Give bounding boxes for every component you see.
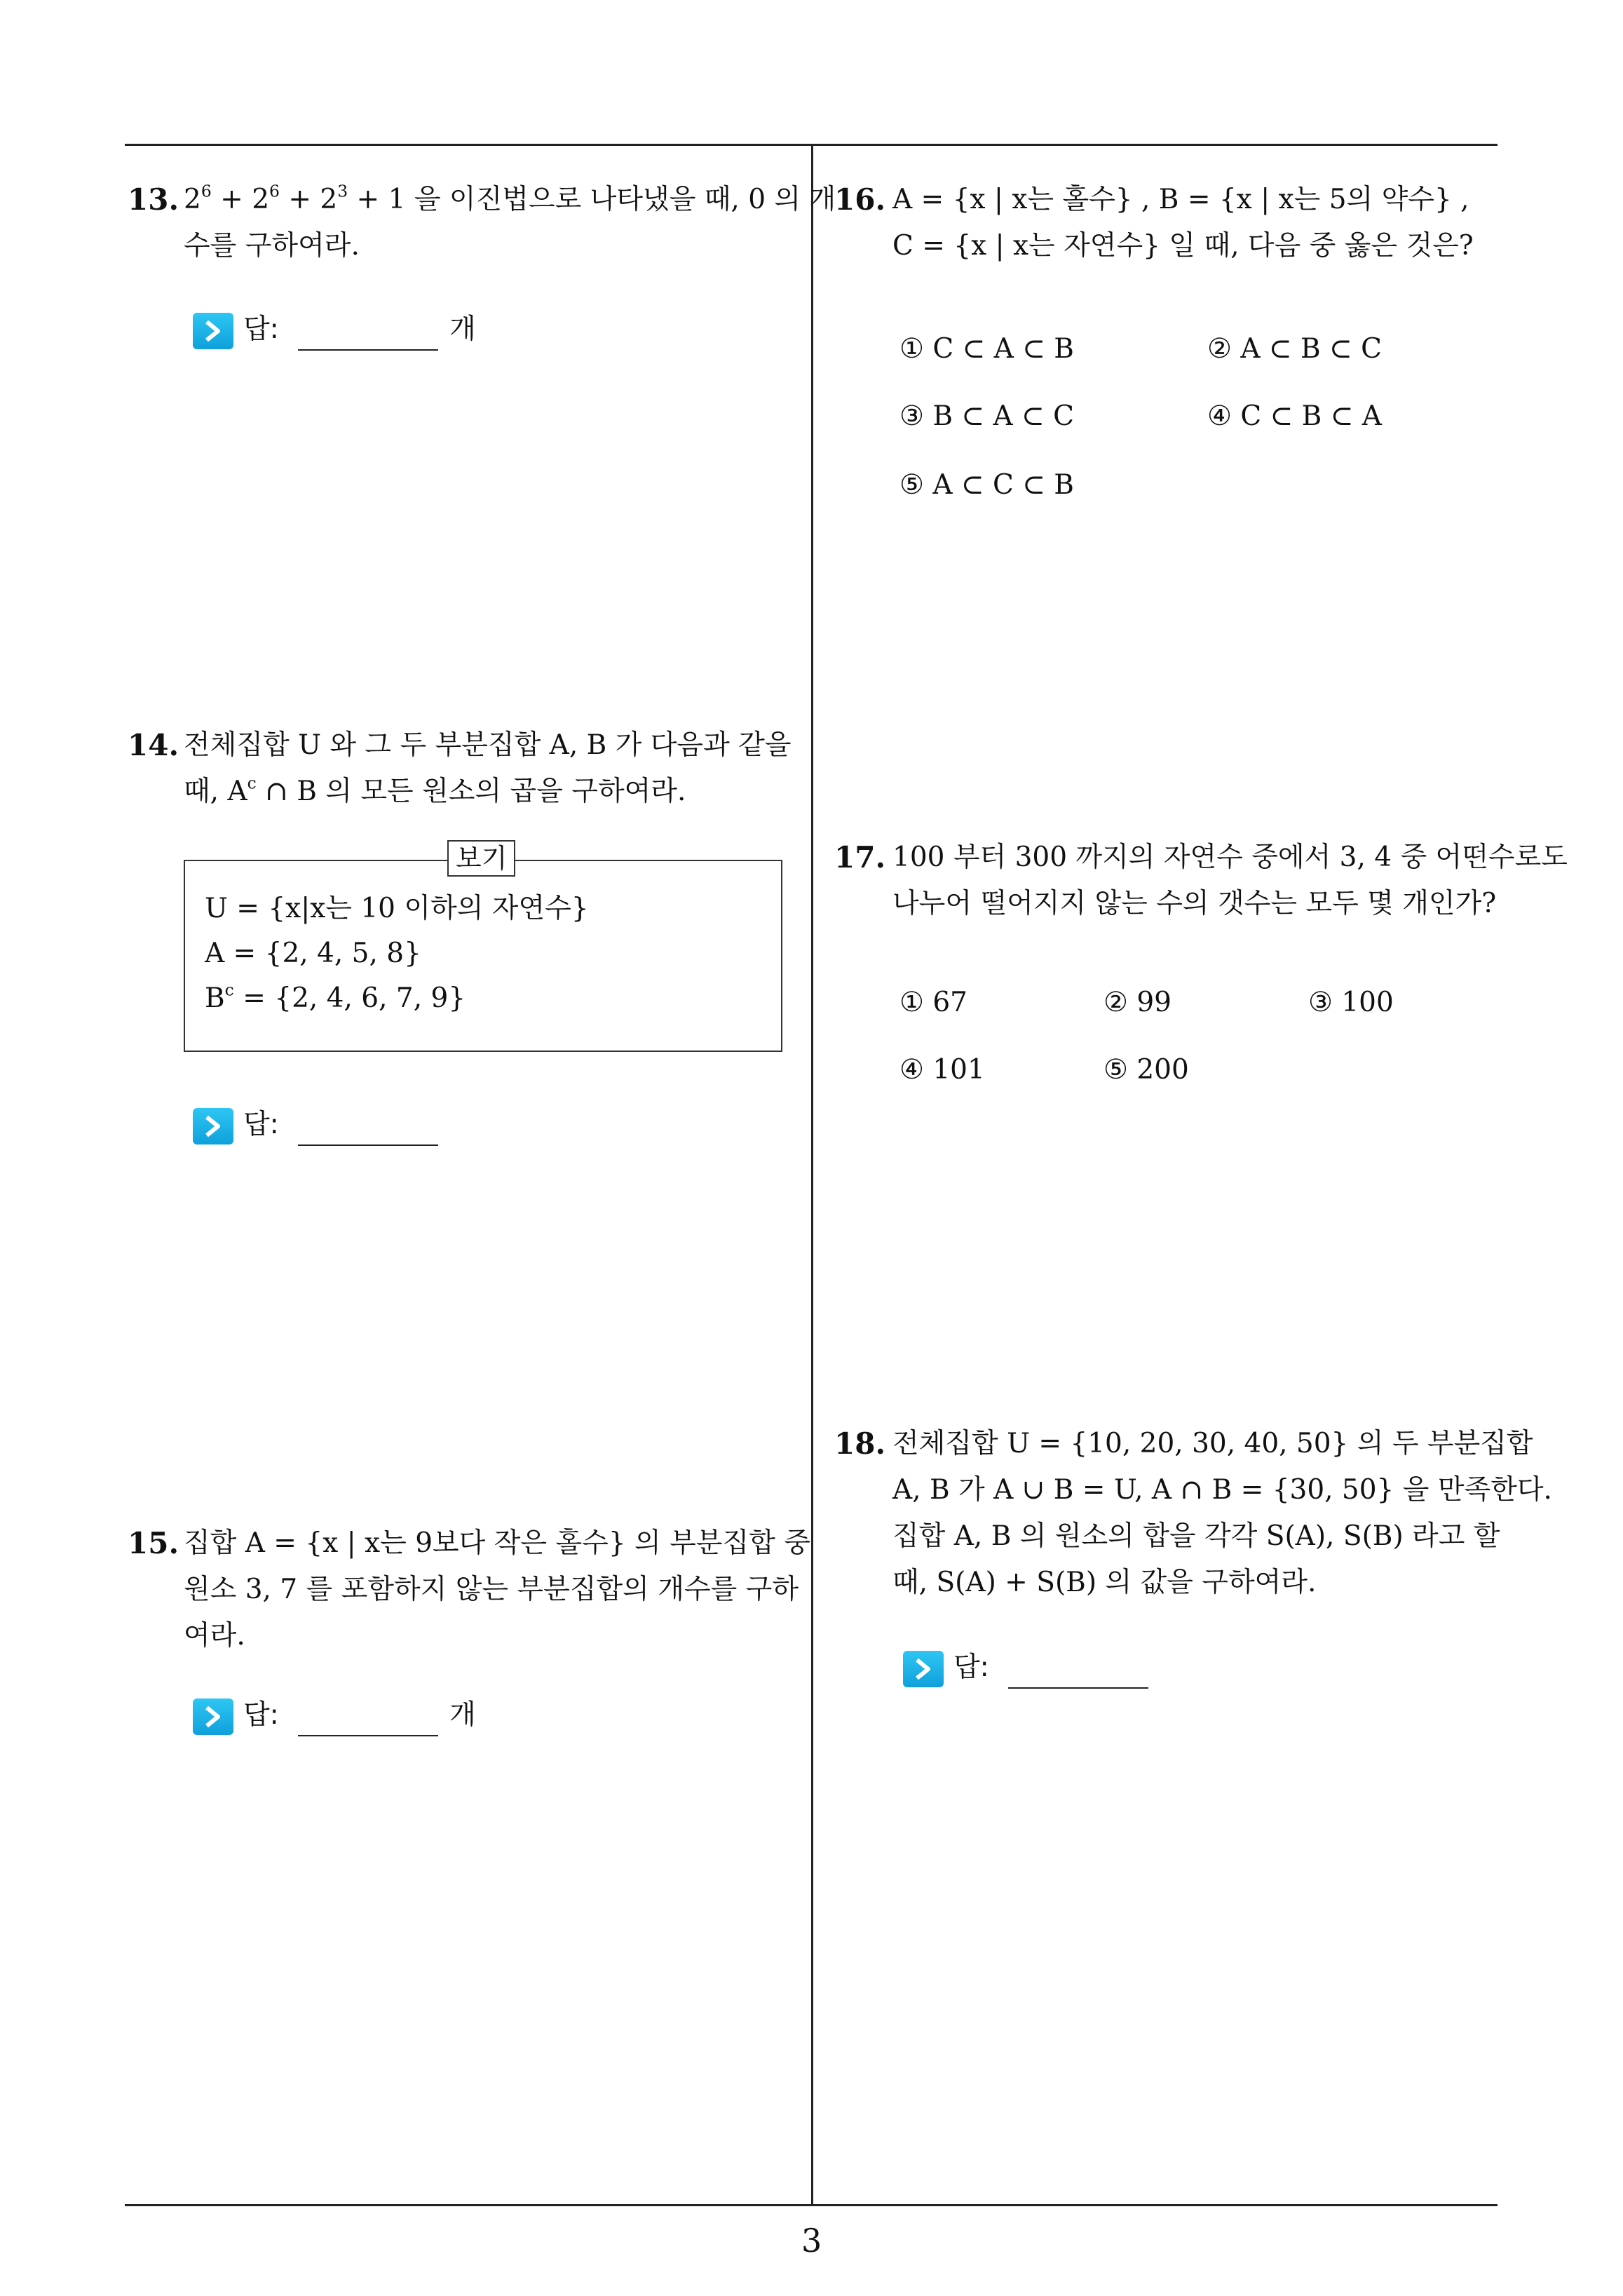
answer-label: 답: [243, 313, 279, 345]
question-number: 14. [128, 728, 179, 762]
box-line-1: U = {x|x는 10 이하의 자연수} [205, 893, 589, 924]
choice-4[interactable]: ④ 101 [899, 1054, 985, 1086]
question-16-line-2: C = {x | x는 자연수} 일 때, 다음 중 옳은 것은? [892, 230, 1474, 262]
question-15-line-1: 집합 A = {x | x는 9보다 작은 홀수} 의 부분집합 중 [184, 1527, 810, 1559]
question-17-line-2: 나누어 떨어지지 않는 수의 갯수는 모두 몇 개인가? [892, 888, 1497, 919]
question-15-line-3: 여라. [184, 1620, 245, 1652]
question-number: 18. [834, 1426, 886, 1461]
answer-blank[interactable] [1008, 1687, 1148, 1689]
choice-3[interactable]: ③ B ⊂ A ⊂ C [899, 400, 1074, 432]
question-number: 15. [128, 1526, 179, 1560]
choice-2[interactable]: ② A ⊂ B ⊂ C [1207, 333, 1382, 365]
choice-1[interactable]: ① C ⊂ A ⊂ B [899, 333, 1074, 365]
answer-field-18[interactable] [903, 1648, 1197, 1690]
question-18-line-1: 전체집합 U = {10, 20, 30, 40, 50} 의 두 부분집합 [892, 1428, 1533, 1459]
question-14-line-1: 전체집합 U 와 그 두 부분집합 A, B 가 다음과 같을 [184, 729, 792, 761]
answer-label: 답: [953, 1652, 989, 1683]
box-line-3: $B^c = \{2$, 4, 6, 7, 9} [205, 980, 466, 1014]
answer-unit: 개 [449, 1699, 476, 1731]
answer-field-14[interactable] [193, 1105, 487, 1147]
answer-blank[interactable] [298, 1144, 438, 1146]
answer-field-13[interactable] [193, 310, 487, 352]
choice-3[interactable]: ③ 100 [1308, 987, 1394, 1018]
column-divider [811, 144, 813, 2206]
choice-1[interactable]: ① 67 [899, 987, 967, 1018]
choice-4[interactable]: ④ C ⊂ B ⊂ A [1207, 400, 1382, 432]
answer-field-15[interactable] [193, 1696, 487, 1738]
chevron-right-icon [193, 1699, 233, 1735]
question-13-line-1 [184, 177, 836, 223]
question-14-line-2: 때, $A^c$ ∩ B 의 모든 원소의 곱을 구하여라. [184, 773, 686, 807]
page-number: 3 [801, 2222, 822, 2260]
question-15-line-2: 원소 3, 7 를 포함하지 않는 부분집합의 개수를 구하 [184, 1574, 799, 1605]
chevron-right-icon [193, 313, 233, 349]
question-13-line-2: 수를 구하여라. [184, 230, 360, 262]
question-18-line-3: 집합 A, B 의 원소의 합을 각각 S(A), S(B) 라고 할 [892, 1520, 1500, 1552]
chevron-right-icon [193, 1108, 233, 1144]
box-line-2: A = {2, 4, 5, 8} [205, 938, 421, 969]
answer-blank[interactable] [298, 1735, 438, 1736]
question-16-line-1: A = {x | x는 홀수} , B = {x | x는 5의 약수} , [892, 184, 1469, 215]
example-box-title: 보기 [447, 840, 515, 877]
answer-label: 답: [243, 1699, 279, 1731]
choice-5[interactable]: ⑤ 200 [1103, 1054, 1189, 1086]
question-number: 17. [834, 840, 886, 874]
question-number: 13. [128, 182, 179, 217]
answer-unit: 개 [449, 313, 476, 345]
question-number: 16. [834, 182, 886, 217]
chevron-right-icon [903, 1651, 944, 1687]
question-17-line-1: 100 부터 300 까지의 자연수 중에서 3, 4 중 어떤수로도 [892, 842, 1568, 873]
expr: $2^6 + 2^6 + 2^3 + 1$ [184, 181, 406, 215]
bottom-rule [125, 2204, 1498, 2206]
answer-blank[interactable] [298, 349, 438, 351]
choice-5[interactable]: ⑤ A ⊂ C ⊂ B [899, 469, 1074, 501]
answer-label: 답: [243, 1109, 279, 1140]
question-text: 을 이진법으로 나타냈을 때, 0 의 개 [414, 184, 836, 215]
question-18-line-4: 때, S(A) + S(B) 의 값을 구하여라. [892, 1567, 1317, 1598]
question-18-line-2: A, B 가 A ∪ B = U, A ∩ B = {30, 50} 을 만족한다. [892, 1474, 1552, 1506]
choice-2[interactable]: ② 99 [1103, 987, 1172, 1018]
